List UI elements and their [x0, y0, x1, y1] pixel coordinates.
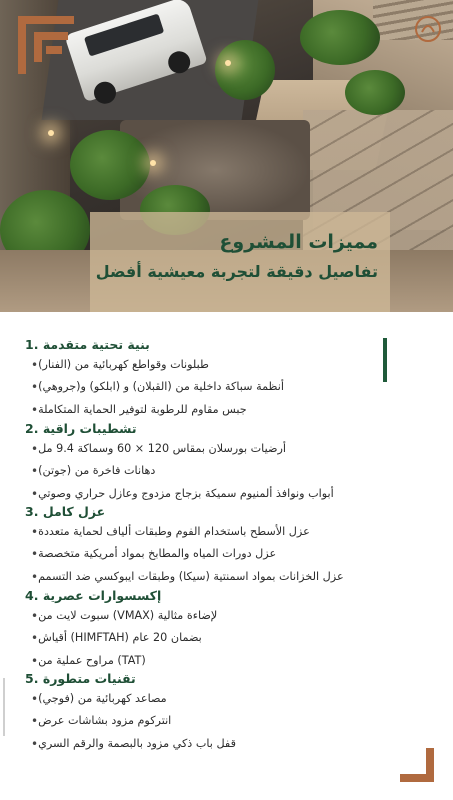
accent-bar — [383, 338, 387, 382]
section-title: 2. تشطيبات راقية — [25, 421, 137, 436]
bullet-dot-icon: • — [31, 442, 39, 456]
bullet-dot-icon: • — [31, 464, 39, 479]
bullet-list — [25, 605, 365, 672]
section-title: 1. بنية تحتية متقدمة — [25, 337, 150, 352]
list-item: • أرضيات بورسلان بمقاس 120 × 60 وسماكة 9.4 مل — [25, 438, 365, 460]
feature-section-infrastructure — [25, 336, 365, 421]
bullet-list — [25, 688, 365, 755]
hero-plant — [300, 10, 380, 65]
bullet-dot-icon: • — [31, 631, 39, 646]
scroll-marker — [3, 678, 5, 736]
feature-section-insulation — [25, 503, 365, 588]
hero-lamp — [225, 60, 231, 66]
bullet-dot-icon: • — [31, 653, 39, 668]
list-item: • طبلونات وقواطع كهربائية من (الفنار) — [25, 354, 365, 376]
feature-section-technology — [25, 670, 365, 755]
hero-plant — [345, 70, 405, 115]
list-item: • انتركوم مزود بشاشات عرض — [25, 710, 365, 732]
feature-section-accessories — [25, 587, 365, 672]
feature-section-finishes — [25, 420, 365, 505]
list-item: • أنظمة سباكة داخلية من (القبلان) و (ابلكو) و(جروهي) — [25, 376, 365, 398]
hero-plant — [70, 130, 150, 200]
section-title: 4. إكسسوارات عصرية — [25, 588, 162, 603]
bullet-dot-icon: • — [31, 358, 39, 372]
bullet-list — [25, 438, 365, 505]
bullet-list — [25, 521, 365, 588]
bullet-dot-icon: • — [31, 380, 39, 395]
section-title: 5. تقنيات متطورة — [25, 671, 136, 686]
list-item: • دهانات فاخرة من (جوتن) — [25, 460, 365, 482]
bullet-dot-icon: • — [31, 692, 39, 706]
hero-lamp — [48, 130, 54, 136]
headline-overlay — [90, 212, 390, 312]
bullet-dot-icon: • — [31, 569, 39, 584]
bullet-dot-icon: • — [31, 525, 39, 539]
hero-plant — [215, 40, 275, 100]
hero-lamp — [150, 160, 156, 166]
list-item: • عزل دورات المياه والمطابخ بمواد أمريكية متخصصة — [25, 543, 365, 565]
corner-bracket-icon — [398, 746, 438, 786]
bullet-dot-icon: • — [31, 402, 39, 417]
brand-emblem-icon — [413, 14, 443, 44]
page-title: مميزات المشروع — [219, 231, 378, 253]
list-item: • مراوح عملية من (TAT) — [25, 650, 365, 672]
section-title: 3. عزل كامل — [25, 504, 106, 519]
list-item: • مصاعد كهربائية من (فوجي) — [25, 688, 365, 710]
brand-monogram-icon — [14, 12, 78, 78]
bullet-dot-icon: • — [31, 736, 39, 751]
list-item: • عزل الخزانات بمواد اسمنتية (سيكا) وطبقات ايبوكسي ضد التسمم — [25, 566, 365, 588]
bullet-dot-icon: • — [31, 486, 39, 501]
bullet-list — [25, 354, 365, 421]
list-item: • أبواب ونوافذ ألمنيوم سميكة بزجاج مزدوج وعازل حراري وصوتي — [25, 483, 365, 505]
list-item: • قفل باب ذكي مزود بالبصمة والرقم السري — [25, 733, 365, 755]
list-item: • سبوت لايت من (VMAX) لإضاءة مثالية — [25, 605, 365, 627]
list-item: • عزل الأسطح باستخدام الفوم وطبقات ألياف لحماية متعددة — [25, 521, 365, 543]
bullet-dot-icon: • — [31, 547, 39, 562]
bullet-dot-icon: • — [31, 714, 39, 729]
list-item: • أقياش (HIMFTAH) بضمان 20 عام — [25, 627, 365, 649]
bullet-dot-icon: • — [31, 609, 39, 623]
list-item: • جبس مقاوم للرطوبة لتوفير الحماية المتكاملة — [25, 399, 365, 421]
page-subtitle: تفاصيل دقيقة لتجربة معيشية أفضل — [95, 262, 378, 281]
